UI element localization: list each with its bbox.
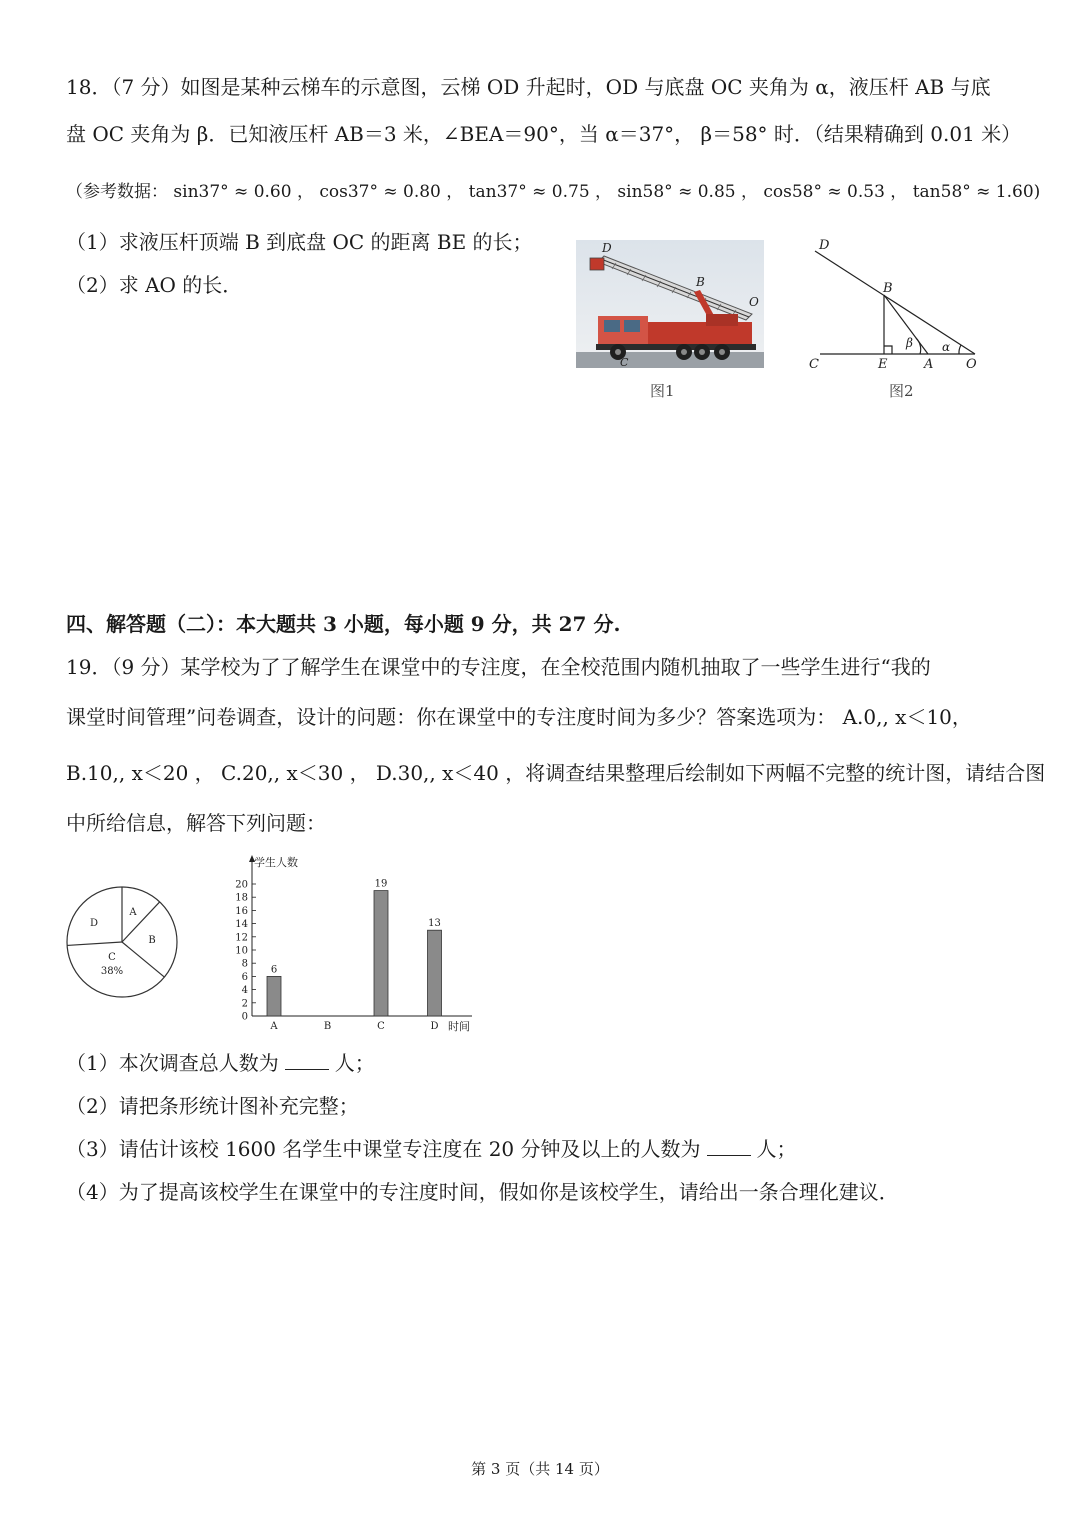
q18-line2: 盘 OC 夹角为 β．已知液压杆 AB＝3 米，∠BEA＝90°，当 α＝37°， β＝58° 时．（结果精确到 0.01 米） <box>66 122 1022 146</box>
q19-sub1 <box>66 1049 375 1077</box>
bar-c <box>374 891 388 1016</box>
bar-chart <box>226 850 486 1040</box>
bar-value-label-a: 6 <box>270 964 278 976</box>
alpha-arc <box>959 345 961 354</box>
q19-sub3-unit: 人； <box>756 1137 797 1161</box>
fig1-label-b: B <box>696 275 705 289</box>
x-category-label-d: D <box>430 1021 439 1032</box>
section4-title: 四、解答题（二）：本大题共 3 小题，每小题 9 分，共 27 分. <box>66 612 621 636</box>
fig2-label-alpha: α <box>942 340 951 354</box>
pie-label-c: C <box>108 952 116 963</box>
q19-line4: 中所给信息，解答下列问题： <box>66 811 326 835</box>
bar-value-label-c: 19 <box>374 878 388 890</box>
bar-d <box>428 930 442 1016</box>
fig2-label-b: B <box>883 281 893 296</box>
y-tick-label-12: 12 <box>235 932 248 944</box>
geometry-diagram <box>800 234 990 374</box>
fig2-label-beta: β <box>906 336 913 350</box>
page-footer: 第 3 页（共 14 页） <box>471 1460 609 1478</box>
fig2-label-e: E <box>878 357 888 372</box>
q19-line2: 课堂时间管理”问卷调查，设计的问题：你在课堂中的专注度时间为多少？答案选项为： A.0,, x＜10， <box>66 705 972 729</box>
q18-reference-data: （参考数据： sin37° ≈ 0.60 ， cos37° ≈ 0.80 ， tan37° ≈ 0.75 ， sin58° ≈ 0.85 ， cos58° ≈ 0.53 ， tan58° ≈ 1.60) <box>66 182 1041 202</box>
q19-sub1-blank[interactable] <box>285 1051 329 1070</box>
pie-slices <box>67 887 177 997</box>
bar-bars <box>267 879 442 1016</box>
line-od <box>815 251 975 354</box>
fig2-label-d: D <box>819 238 830 253</box>
q18-sub1: （1）求液压杆顶端 B 到底盘 OC 的距离 BE 的长； <box>66 230 533 254</box>
q19-sub1-text: （1）本次调查总人数为 <box>66 1051 279 1075</box>
fig2-label-c: C <box>809 357 819 372</box>
fig1-label-d: D <box>602 241 612 255</box>
y-tick-label-20: 20 <box>235 879 248 891</box>
beta-arc <box>916 338 921 354</box>
q19-line3: B.10,, x＜20 ， C.20,, x＜30 ， D.30,, x＜40 ，将调查结果整理后绘制如下两幅不完整的统计图，请结合图 <box>66 761 1046 785</box>
pie-label-b: B <box>148 935 156 946</box>
q19-sub2: （2）请把条形统计图补充完整； <box>66 1094 359 1118</box>
q19-sub1-unit: 人； <box>334 1051 375 1075</box>
fig1-label-o: O <box>749 295 759 309</box>
q18-sub2: （2）求 AO 的长． <box>66 273 243 297</box>
y-tick-label-14: 14 <box>235 919 248 931</box>
q19-sub3-blank[interactable] <box>707 1137 751 1156</box>
y-tick-label-8: 8 <box>241 958 248 970</box>
bar-x-axis-label: 时间 <box>448 1020 470 1033</box>
pie-divider-d <box>67 942 122 945</box>
right-angle-mark <box>884 346 892 354</box>
bar-ticks <box>235 880 256 1023</box>
fig1-caption: 图1 <box>650 382 675 400</box>
q19-line1: 19．（9 分）某学校为了了解学生在课堂中的专注度，在全校范围内随机抽取了一些学生进行“我的 <box>66 655 931 679</box>
y-tick-label-4: 4 <box>241 985 248 997</box>
fig2-caption: 图2 <box>889 382 914 400</box>
fire-truck-photo <box>576 240 764 368</box>
fig2-label-o: O <box>966 357 977 372</box>
bar-a <box>267 976 281 1016</box>
bar-categories <box>269 1021 438 1032</box>
bar-value-label-d: 13 <box>428 918 441 930</box>
fig2-label-a: A <box>924 357 934 372</box>
q19-sub3 <box>66 1135 797 1163</box>
pie-label-d: D <box>89 918 99 929</box>
q18-line1: 18．（7 分）如图是某种云梯车的示意图，云梯 OD 升起时，OD 与底盘 OC 夹角为 α，液压杆 AB 与底 <box>66 75 991 99</box>
pie-divider-c <box>122 942 164 977</box>
y-tick-label-6: 6 <box>241 971 248 983</box>
pie-label-a: A <box>129 907 137 918</box>
x-category-label-c: C <box>377 1021 385 1032</box>
x-category-label-b: B <box>323 1021 332 1032</box>
y-tick-label-2: 2 <box>241 998 248 1010</box>
x-category-label-a: A <box>270 1021 278 1032</box>
q19-sub3-text: （3）请估计该校 1600 名学生中课堂专注度在 20 分钟及以上的人数为 <box>66 1137 701 1161</box>
y-tick-label-18: 18 <box>235 892 248 904</box>
y-tick-label-16: 16 <box>235 905 248 917</box>
y-tick-label-0: 0 <box>241 1011 248 1023</box>
pie-chart <box>60 880 184 1004</box>
q19-sub4: （4）为了提高该校学生在课堂中的专注度时间，假如你是该校学生，请给出一条合理化建议． <box>66 1180 899 1204</box>
pie-label-c-percent: 38% <box>100 966 124 977</box>
fig1-label-c: C <box>620 356 629 368</box>
bar-y-axis-label: 学生人数 <box>254 856 298 869</box>
y-tick-label-10: 10 <box>235 945 248 957</box>
